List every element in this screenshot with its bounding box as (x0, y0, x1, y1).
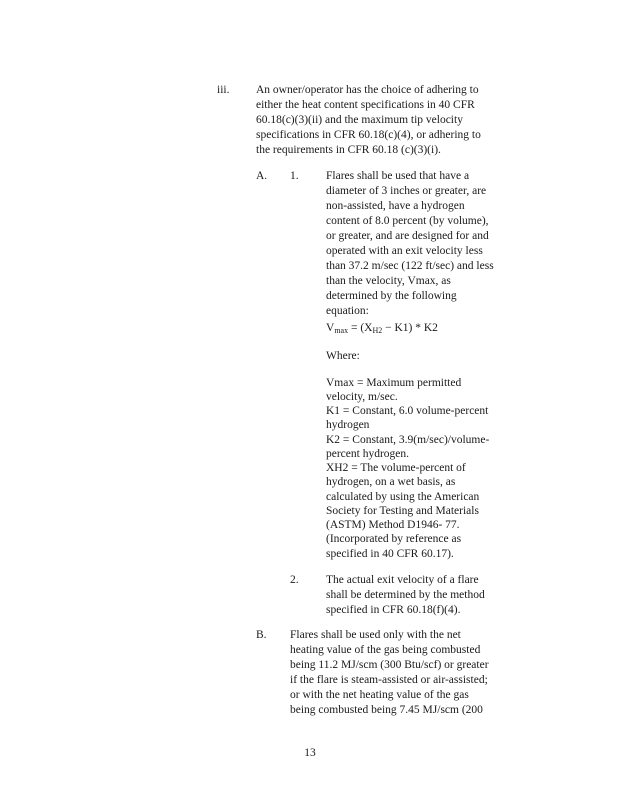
definition-line: hydrogen, on a wet basis, as (326, 476, 456, 488)
paragraph-line: An owner/operator has the choice of adhering to (256, 84, 479, 96)
paragraph-line: if the flare is steam-assisted or air-assisted; (290, 674, 488, 686)
paragraph-line: specified in CFR 60.18(f)(4). (326, 604, 461, 616)
item-a-marker: A. (256, 170, 268, 182)
section-iii-marker: iii. (217, 84, 230, 96)
paragraph-line: The actual exit velocity of a flare (326, 574, 479, 586)
definition-line: Society for Testing and Materials (326, 505, 479, 517)
paragraph-line: the requirements in CFR 60.18 (c)(3)(i). (256, 144, 441, 156)
definition-line: (ASTM) Method D1946- 77. (326, 519, 460, 531)
item-a2-marker: 2. (290, 574, 299, 586)
paragraph-line: specifications in CFR 60.18(c)(4), or adhering to (256, 129, 481, 141)
definition-line: specified in 40 CFR 60.17). (326, 548, 454, 560)
definition-line: velocity, m/sec. (326, 391, 398, 403)
equation-middle: = (X (348, 322, 373, 334)
equation-lhs: V (326, 322, 335, 334)
paragraph-line: equation: (326, 305, 369, 317)
paragraph-line: being 11.2 MJ/scm (300 Btu/scf) or greater (290, 659, 489, 671)
equation-rhs: − K1) * K2 (382, 322, 438, 334)
definition-line: K1 = Constant, 6.0 volume-percent (326, 405, 489, 417)
definition-line: Vmax = Maximum permitted (326, 377, 462, 389)
paragraph-line: Flares shall be used that have a (326, 170, 470, 182)
paragraph-line: 60.18(c)(3)(ii) and the maximum tip velocity (256, 114, 463, 126)
definition-line: calculated by using the American (326, 491, 480, 503)
definition-line: K2 = Constant, 3.9(m/sec)/volume- (326, 434, 490, 446)
vmax-equation (326, 321, 438, 338)
paragraph-line: or greater, and are designed for and (326, 230, 489, 242)
item-b-marker: B. (256, 629, 267, 641)
equation-lhs-subscript: max (334, 326, 349, 335)
paragraph-line: operated with an exit velocity less (326, 245, 483, 257)
definition-line: XH2 = The volume-percent of (326, 462, 466, 474)
paragraph-line: than the velocity, Vmax, as (326, 275, 451, 287)
paragraph-line: heating value of the gas being combusted (290, 644, 481, 656)
paragraph-line: being combusted being 7.45 MJ/scm (200 (290, 704, 483, 716)
where-label: Where: (326, 350, 360, 362)
definition-line: hydrogen (326, 419, 370, 431)
paragraph-line: Flares shall be used only with the net (290, 629, 461, 641)
item-a1-marker: 1. (290, 170, 299, 182)
paragraph-line: diameter of 3 inches or greater, are (326, 185, 487, 197)
paragraph-line: shall be determined by the method (326, 589, 485, 601)
paragraph-line: or with the net heating value of the gas (290, 689, 469, 701)
paragraph-line: content of 8.0 percent (by volume), (326, 215, 489, 227)
definition-line: percent hydrogen. (326, 448, 410, 460)
paragraph-line: determined by the following (326, 290, 457, 302)
definition-line: (Incorporated by reference as (326, 533, 462, 545)
paragraph-line: than 37.2 m/sec (122 ft/sec) and less (326, 260, 494, 272)
paragraph-line: non-assisted, have a hydrogen (326, 200, 465, 212)
page-number: 13 (304, 747, 316, 759)
equation-middle-subscript: H2 (372, 326, 383, 335)
paragraph-line: either the heat content specifications in 40 CFR (256, 99, 475, 111)
